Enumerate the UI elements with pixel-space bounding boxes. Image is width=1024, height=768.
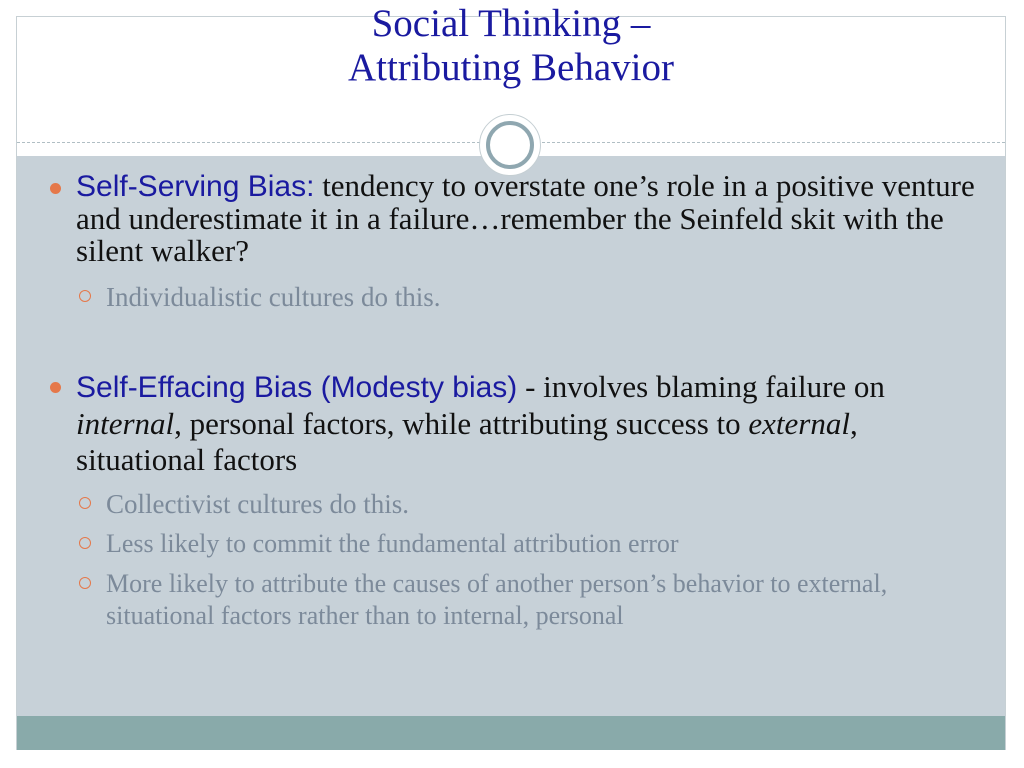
slide-title [17,0,1005,90]
sub-bullet-collectivist [46,488,976,520]
bullet-term-paren: Modesty bias) [330,371,518,404]
footer-bar [17,716,1005,750]
sub-bullet-text: Collectivist cultures do this. [106,489,409,519]
sub-bullet-text: More likely to attribute the causes of another person’s behavior to external, situational factors rather than to internal, personal [106,569,888,630]
sub-bullet-circle-icon [79,497,91,509]
sub-bullet-less-likely [46,528,976,560]
slide-content [46,170,976,632]
sub-bullet-circle-icon [79,290,91,302]
bullet-dash: - [517,369,544,404]
sub-bullet-circle-icon [79,537,91,549]
sub-bullet-text: Less likely to commit the fundamental attribution error [106,529,679,558]
title-line-2: Attributing Behavior [347,46,675,89]
bullet-text: tendency to overstate one’s role in a positive venture and underestimate it in a failure…remember the Seinfeld skit with the silent walker? [76,168,975,268]
title-line-1: Social Thinking – [371,2,651,45]
sub-bullet-more-likely [46,568,976,632]
bullet-dot-icon [50,382,61,393]
bullet-self-effacing-bias [46,369,976,478]
circle-ornament-icon [479,114,541,176]
bullet-term: Self-Effacing Bias ( [76,371,331,404]
sub-bullet-text: Individualistic cultures do this. [106,282,441,312]
bullet-self-serving-bias [46,170,976,267]
bullet-dot-icon [50,183,61,194]
circle-ornament-inner [486,121,534,169]
bullet-text-b: , personal factors, while attributing success to [174,406,749,441]
bullet-emphasis-external: external [748,406,850,441]
sub-bullet-individualistic [46,281,976,313]
bullet-term: Self-Serving Bias: [76,170,315,203]
bullet-emphasis-internal: internal [76,406,175,441]
bullet-text-c: , situational factors [76,406,858,477]
bullet-text-a: involves blaming failure on [543,369,885,404]
sub-bullet-circle-icon [79,577,91,589]
